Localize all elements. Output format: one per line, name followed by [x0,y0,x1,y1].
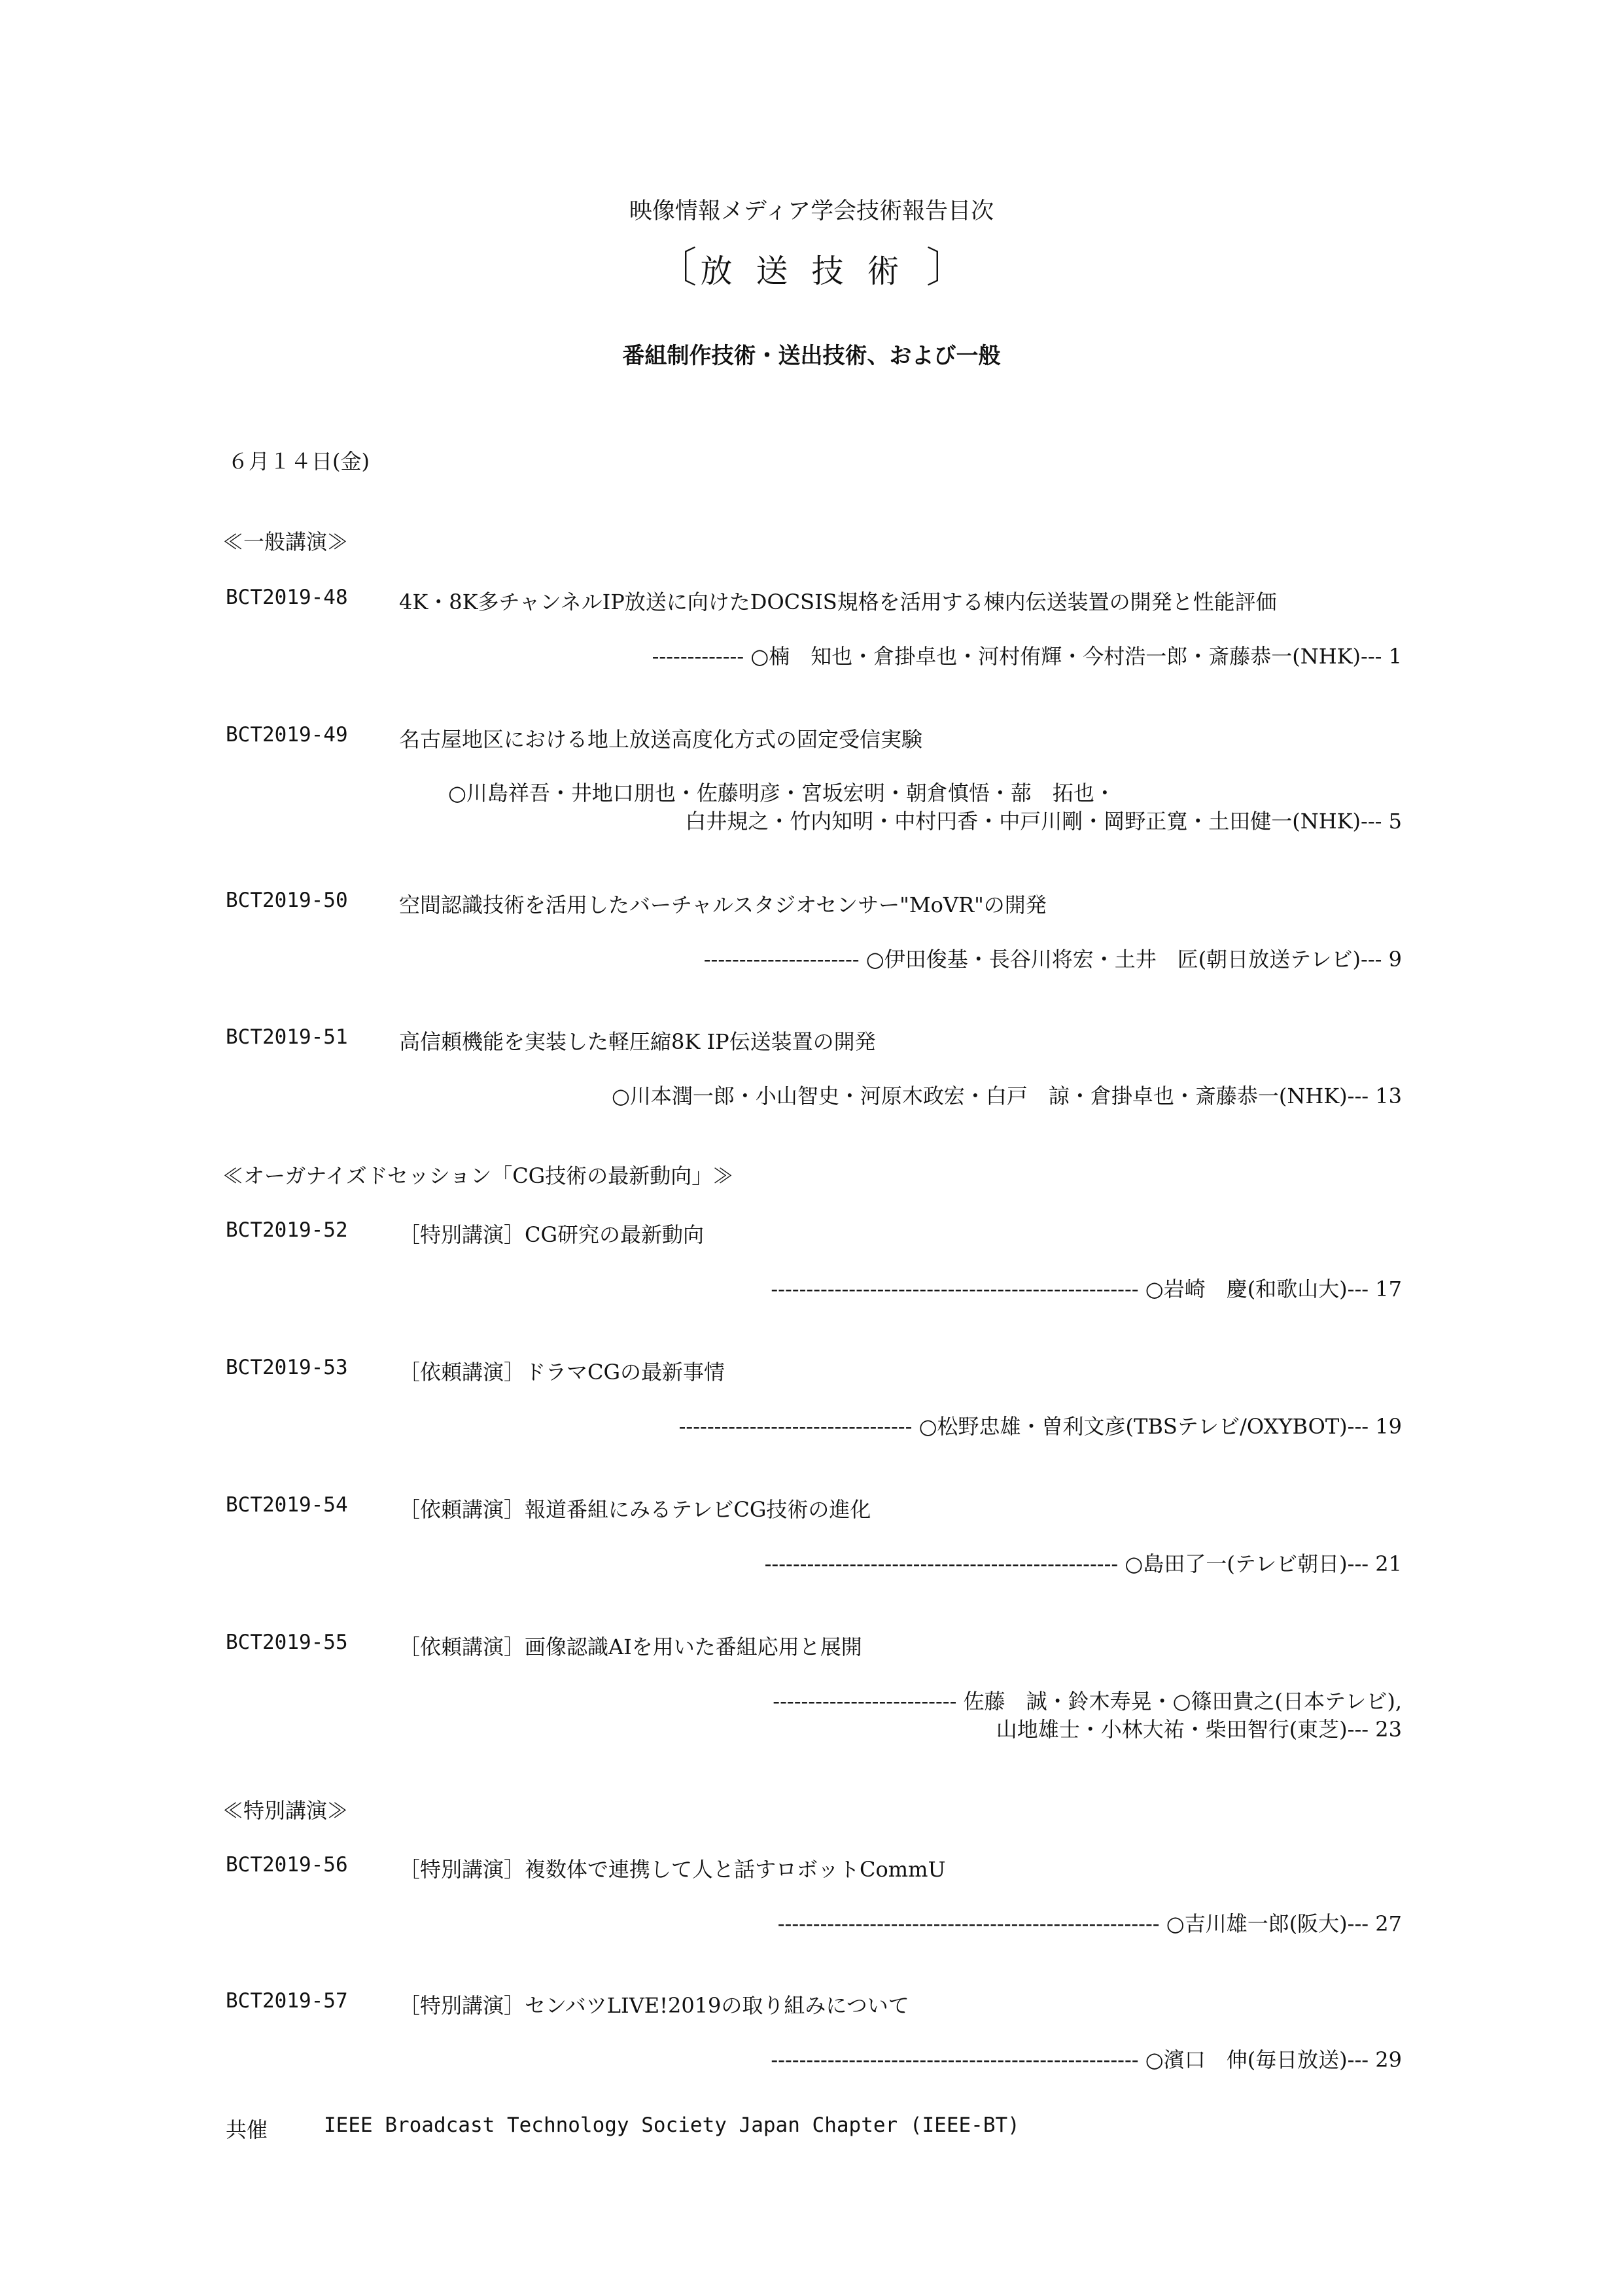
session-title: 番組制作技術・送出技術、および一般 [622,343,1001,369]
entry-title: ［依頼講演］報道番組にみるテレビCG技術の進化 [399,1497,871,1522]
section-special: ≪特別講演≫ [222,1798,349,1823]
entry-authors: ---------------------------------------------------- ○濱口 伸(毎日放送)--- 29 [771,2047,1402,2072]
entry-id: BCT2019-54 [226,1493,348,1517]
entry-id: BCT2019-56 [226,1853,348,1877]
subtitle-block [0,234,1623,294]
entry-title: ［特別講演］複数体で連携して人と話すロボットCommU [399,1857,946,1882]
entry-id: BCT2019-50 [226,889,348,912]
entry-id: BCT2019-51 [226,1025,348,1049]
entry-authors: ○川島祥吾・井地口朋也・佐藤明彦・宮坂宏明・朝倉慎悟・蔀 拓也・ [448,781,1115,805]
entry-title: 4K・8K多チャンネルIP放送に向けたDOCSIS規格を活用する棟内伝送装置の開発と性能評価 [399,590,1277,614]
entry-title: ［依頼講演］画像認識AIを用いた番組応用と展開 [399,1634,862,1659]
section-organized: ≪オーガナイズドセッション「CG技術の最新動向」≫ [222,1163,734,1188]
entry-authors: ○川本潤一郎・小山智史・河原木政宏・白戸 諒・倉掛卓也・斎藤恭一(NHK)--- 13 [611,1084,1402,1108]
entry-title: 名古屋地区における地上放送高度化方式の固定受信実験 [399,727,923,752]
entry-title: ［依頼講演］ドラマCGの最新事情 [399,1360,725,1385]
session-date: ６月１４日(金) [228,449,370,474]
entry-authors: -------------------------- 佐藤 誠・鈴木寿晃・○篠田貴之(日本テレビ), [773,1689,1402,1714]
entry-authors: --------------------------------- ○松野忠雄・曽利文彦(TBSテレビ/OXYBOT)--- 19 [678,1414,1402,1439]
entry-id: BCT2019-48 [226,586,348,609]
entry-authors: ---------------------- ○伊田俊基・長谷川将宏・土井 匠(朝日放送テレビ)--- 9 [703,947,1402,972]
entry-id: BCT2019-53 [226,1356,348,1379]
subtitle: 放送技術 [700,253,923,290]
entry-authors: 白井規之・竹内知明・中村円香・中戸川剛・岡野正寛・土田健一(NHK)--- 5 [685,809,1402,834]
footer-label: 共催 [226,2117,268,2142]
entry-id: BCT2019-49 [226,723,348,747]
entry-title: ［特別講演］センバツLIVE!2019の取り組みについて [399,1993,909,2018]
entry-id: BCT2019-57 [226,1989,348,2013]
report-title: 映像情報メディア学会技術報告目次 [629,198,994,224]
footer-text: IEEE Broadcast Technology Society Japan Chapter (IEEE-BT) [324,2113,1020,2137]
entry-authors: ------------- ○楠 知也・倉掛卓也・河村侑輝・今村浩一郎・斎藤恭一(NHK)--- 1 [652,644,1402,669]
entry-authors: 山地雄士・小林大祐・柴田智行(東芝)--- 23 [996,1717,1402,1742]
entry-authors: ------------------------------------------------------ ○吉川雄一郎(阪大)--- 27 [777,1911,1402,1936]
entry-title: 高信頼機能を実装した軽圧縮8K IP伝送装置の開発 [399,1029,876,1054]
entry-authors: -------------------------------------------------- ○島田了一(テレビ朝日)--- 21 [764,1551,1402,1576]
section-general: ≪一般講演≫ [222,529,349,554]
entry-authors: ---------------------------------------------------- ○岩崎 慶(和歌山大)--- 17 [771,1277,1402,1301]
entry-id: BCT2019-55 [226,1631,348,1654]
bracket-open: 〔 [655,244,697,292]
bracket-close: 〕 [926,244,968,292]
entry-id: BCT2019-52 [226,1218,348,1242]
entry-title: 空間認識技術を活用したバーチャルスタジオセンサー"MoVR"の開発 [399,892,1047,917]
entry-title: ［特別講演］CG研究の最新動向 [399,1222,705,1247]
